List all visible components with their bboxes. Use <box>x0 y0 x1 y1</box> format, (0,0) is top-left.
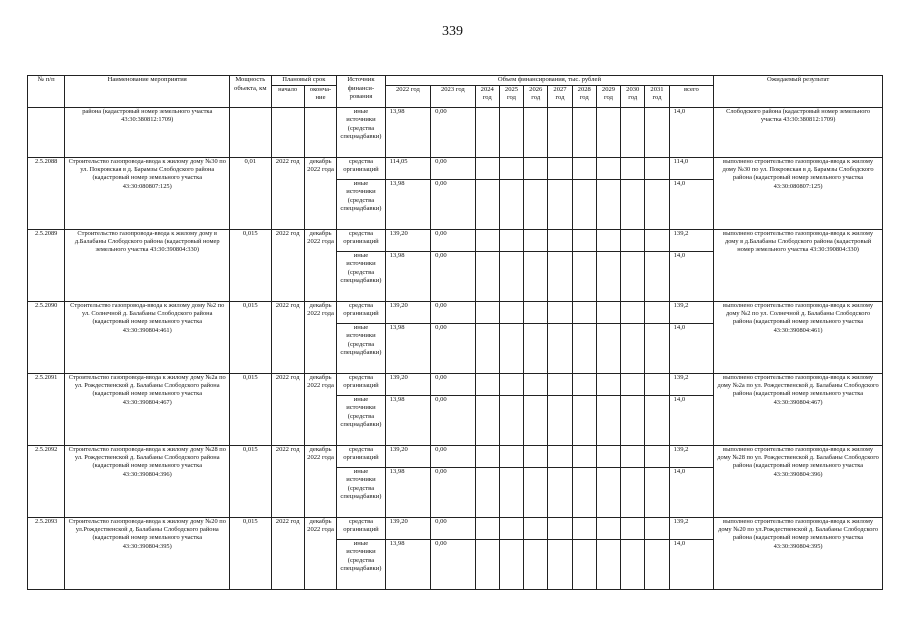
value-2023: 0,00 <box>431 301 475 323</box>
page-number: 339 <box>442 24 463 39</box>
value-empty-year <box>572 373 596 395</box>
value-empty-year <box>645 157 669 179</box>
value-empty-year <box>548 301 572 323</box>
item-number <box>28 107 65 157</box>
value-empty-year <box>499 517 523 539</box>
table-row <box>28 445 883 467</box>
header-year: 2026 год <box>524 85 548 107</box>
table-row <box>28 229 883 251</box>
value-empty-year <box>475 229 499 251</box>
value-empty-year <box>572 157 596 179</box>
value-empty-year <box>475 539 499 589</box>
header-result: Ожидаемый результат <box>714 76 883 108</box>
funding-source: средства организаций <box>337 229 386 251</box>
value-empty-year <box>596 229 620 251</box>
value-empty-year <box>524 301 548 323</box>
value-empty-year <box>524 539 548 589</box>
value-empty-year <box>524 445 548 467</box>
value-empty-year <box>621 251 645 301</box>
value-empty-year <box>645 301 669 323</box>
table-row <box>28 157 883 179</box>
header-year: 2022 год <box>385 85 430 107</box>
value-2023: 0,00 <box>431 107 475 157</box>
value-empty-year <box>596 395 620 445</box>
item-name: Строительство газопровода-ввода к жилому дому №28 по ул. Рождественской д. Балабаны Слободского района (кадастровый номер земельного участка 43:30:390804:396) <box>65 445 230 517</box>
value-empty-year <box>499 251 523 301</box>
value-empty-year <box>499 539 523 589</box>
value-total: 139,2 <box>669 229 714 251</box>
value-empty-year <box>475 157 499 179</box>
value-empty-year <box>524 251 548 301</box>
value-empty-year <box>621 179 645 229</box>
item-start: 2022 год <box>271 373 304 445</box>
value-empty-year <box>524 157 548 179</box>
value-2022: 13,98 <box>385 251 430 301</box>
value-empty-year <box>596 539 620 589</box>
value-empty-year <box>499 301 523 323</box>
value-empty-year <box>621 157 645 179</box>
value-empty-year <box>475 373 499 395</box>
item-name: Строительство газопровода-ввода к жилому дому №2 по ул. Солнечной д. Балабаны Слободского района (кадастровый номер земельного участка 43:30:390804:461) <box>65 301 230 373</box>
value-empty-year <box>475 517 499 539</box>
value-total: 14,0 <box>669 323 714 373</box>
value-empty-year <box>572 539 596 589</box>
value-empty-year <box>645 323 669 373</box>
value-empty-year <box>524 373 548 395</box>
value-empty-year <box>524 323 548 373</box>
value-empty-year <box>572 445 596 467</box>
value-empty-year <box>524 107 548 157</box>
item-start: 2022 год <box>271 157 304 229</box>
value-2022: 139,20 <box>385 445 430 467</box>
expected-result: выполнено строительство газопровода-ввода к жилому дому №2 по ул. Солнечной д. Балабаны Слободского района (кадастровый номер земельного участка 43:30:390804:461) <box>714 301 883 373</box>
value-empty-year <box>499 467 523 517</box>
value-empty-year <box>548 179 572 229</box>
item-number: 2.5.2090 <box>28 301 65 373</box>
expected-result: Слободского района (кадастровый номер земельного участка 43:30:380812:1709) <box>714 107 883 157</box>
value-empty-year <box>548 323 572 373</box>
value-empty-year <box>572 323 596 373</box>
item-start: 2022 год <box>271 445 304 517</box>
item-end <box>304 107 336 157</box>
funding-source: средства организаций <box>337 157 386 179</box>
value-empty-year <box>572 301 596 323</box>
header-power: Мощность объекта, км <box>230 76 271 108</box>
item-end: декабрь 2022 года <box>304 517 336 589</box>
value-empty-year <box>548 467 572 517</box>
table-row <box>28 517 883 539</box>
header-row <box>28 76 883 86</box>
value-empty-year <box>524 467 548 517</box>
header-end: оконча- ние <box>304 85 336 107</box>
value-empty-year <box>645 395 669 445</box>
value-empty-year <box>572 517 596 539</box>
funding-source: средства организаций <box>337 517 386 539</box>
value-2023: 0,00 <box>431 251 475 301</box>
value-empty-year <box>596 179 620 229</box>
value-2022: 114,05 <box>385 157 430 179</box>
item-power: 0,015 <box>230 445 271 517</box>
expected-result: выполнено строительство газопровода-ввода к жилому дому №30 по ул. Покровская в д. Барамзы Слободского района (кадастровый номер земельного участка 43:30:080807:125) <box>714 157 883 229</box>
value-2022: 13,98 <box>385 323 430 373</box>
value-empty-year <box>499 157 523 179</box>
value-total: 139,2 <box>669 301 714 323</box>
value-empty-year <box>548 229 572 251</box>
value-empty-year <box>572 179 596 229</box>
value-2023: 0,00 <box>431 395 475 445</box>
value-empty-year <box>645 467 669 517</box>
value-empty-year <box>621 107 645 157</box>
value-total: 139,2 <box>669 445 714 467</box>
header-term: Плановый срок <box>271 76 337 86</box>
value-empty-year <box>645 251 669 301</box>
item-start: 2022 год <box>271 301 304 373</box>
item-name: Строительство газопровода-ввода к жилому дому №30 по ул. Покровская в д. Барамзы Слободского района (кадастровый номер земельного участка 43:30:080807:125) <box>65 157 230 229</box>
value-empty-year <box>475 467 499 517</box>
value-empty-year <box>645 373 669 395</box>
value-empty-year <box>475 179 499 229</box>
item-name: Строительство газопровода-ввода к жилому дому №20 по ул.Рождественской д. Балабаны Слободского района (кадастровый номер земельного участка 43:30:390804:395) <box>65 517 230 589</box>
value-empty-year <box>596 157 620 179</box>
value-empty-year <box>548 395 572 445</box>
expected-result: выполнено строительство газопровода-ввода к жилому дому №20 по ул.Рождественской д. Балабаны Слободского района (кадастровый номер земельного участка 43:30:390804:395) <box>714 517 883 589</box>
item-power: 0,015 <box>230 373 271 445</box>
value-empty-year <box>596 517 620 539</box>
value-empty-year <box>596 467 620 517</box>
value-total: 14,0 <box>669 467 714 517</box>
value-empty-year <box>499 395 523 445</box>
value-2022: 139,20 <box>385 373 430 395</box>
value-empty-year <box>548 107 572 157</box>
header-year-total: всего <box>669 85 714 107</box>
item-power <box>230 107 271 157</box>
value-empty-year <box>548 157 572 179</box>
value-empty-year <box>524 179 548 229</box>
item-number: 2.5.2088 <box>28 157 65 229</box>
item-number: 2.5.2089 <box>28 229 65 301</box>
value-empty-year <box>596 323 620 373</box>
value-total: 14,0 <box>669 179 714 229</box>
value-empty-year <box>499 107 523 157</box>
value-total: 139,2 <box>669 517 714 539</box>
value-2022: 13,98 <box>385 467 430 517</box>
funding-source: иные источники (средства спецнадбавки) <box>337 179 386 229</box>
funding-source: средства организаций <box>337 373 386 395</box>
value-empty-year <box>572 467 596 517</box>
value-2022: 139,20 <box>385 301 430 323</box>
value-empty-year <box>548 517 572 539</box>
header-volume: Объем финансирования, тыс. рублей <box>385 76 713 86</box>
funding-source: иные источники (средства спецнадбавки) <box>337 467 386 517</box>
value-empty-year <box>572 251 596 301</box>
expected-result: выполнено строительство газопровода-ввода к жилому дому №2а по ул. Рождественской д. Балабаны Слободского района (кадастровый номер земельного участка 43:30:390804:467) <box>714 373 883 445</box>
value-empty-year <box>621 395 645 445</box>
value-empty-year <box>621 517 645 539</box>
value-empty-year <box>524 395 548 445</box>
value-empty-year <box>621 373 645 395</box>
value-empty-year <box>621 301 645 323</box>
item-power: 0,01 <box>230 157 271 229</box>
table-row <box>28 373 883 395</box>
item-name: Строительство газопровода-ввода к жилому дому в д.Балабаны Слободского района (кадастровый номер земельного участка 43:30:390804:330) <box>65 229 230 301</box>
value-empty-year <box>645 229 669 251</box>
value-empty-year <box>475 301 499 323</box>
funding-source: иные источники (средства спецнадбавки) <box>337 323 386 373</box>
table-row <box>28 107 883 157</box>
expected-result: выполнено строительство газопровода-ввода к жилому дому №28 по ул. Рождественской д. Балабаны Слободского района (кадастровый номер земельного участка 43:30:390804:396) <box>714 445 883 517</box>
value-2022: 13,98 <box>385 107 430 157</box>
header-start: начало <box>271 85 304 107</box>
header-year: 2024 год <box>475 85 499 107</box>
item-power: 0,015 <box>230 517 271 589</box>
value-2023: 0,00 <box>431 229 475 251</box>
value-empty-year <box>548 251 572 301</box>
item-power: 0,015 <box>230 301 271 373</box>
value-2022: 13,98 <box>385 395 430 445</box>
item-start: 2022 год <box>271 517 304 589</box>
value-empty-year <box>572 395 596 445</box>
value-empty-year <box>596 445 620 467</box>
value-empty-year <box>475 323 499 373</box>
funding-source: иные источники (средства спецнадбавки) <box>337 395 386 445</box>
header-name: Наименование мероприятия <box>65 76 230 108</box>
value-empty-year <box>499 229 523 251</box>
value-2023: 0,00 <box>431 157 475 179</box>
header-year: 2025 год <box>499 85 523 107</box>
header-year: 2031 год <box>645 85 669 107</box>
value-empty-year <box>645 539 669 589</box>
header-year: 2029 год <box>596 85 620 107</box>
value-2022: 13,98 <box>385 539 430 589</box>
value-empty-year <box>621 539 645 589</box>
value-2022: 139,20 <box>385 517 430 539</box>
header-year: 2030 год <box>621 85 645 107</box>
header-num: № п/п <box>28 76 65 108</box>
funding-source: средства организаций <box>337 445 386 467</box>
value-empty-year <box>596 251 620 301</box>
header-source: Источник финанси- рования <box>337 76 386 108</box>
value-2023: 0,00 <box>431 539 475 589</box>
value-empty-year <box>572 107 596 157</box>
value-total: 139,2 <box>669 373 714 395</box>
value-empty-year <box>645 107 669 157</box>
value-empty-year <box>621 229 645 251</box>
value-empty-year <box>548 373 572 395</box>
value-empty-year <box>499 373 523 395</box>
value-empty-year <box>524 517 548 539</box>
value-empty-year <box>596 301 620 323</box>
funding-source: средства организаций <box>337 301 386 323</box>
value-empty-year <box>645 517 669 539</box>
value-empty-year <box>548 445 572 467</box>
value-total: 14,0 <box>669 251 714 301</box>
value-empty-year <box>475 395 499 445</box>
value-empty-year <box>645 179 669 229</box>
value-total: 14,0 <box>669 107 714 157</box>
value-empty-year <box>524 229 548 251</box>
funding-source: иные источники (средства спецнадбавки) <box>337 251 386 301</box>
item-end: декабрь 2022 года <box>304 445 336 517</box>
funding-source: иные источники (средства спецнадбавки) <box>337 539 386 589</box>
header-year: 2027 год <box>548 85 572 107</box>
item-end: декабрь 2022 года <box>304 373 336 445</box>
value-empty-year <box>596 107 620 157</box>
value-empty-year <box>499 445 523 467</box>
value-empty-year <box>621 323 645 373</box>
value-2023: 0,00 <box>431 517 475 539</box>
value-2022: 139,20 <box>385 229 430 251</box>
value-total: 14,0 <box>669 395 714 445</box>
header-year: 2028 год <box>572 85 596 107</box>
item-power: 0,015 <box>230 229 271 301</box>
value-2022: 13,98 <box>385 179 430 229</box>
value-empty-year <box>475 107 499 157</box>
value-empty-year <box>596 373 620 395</box>
item-name: района (кадастровый номер земельного участка 43:30:380812:1709) <box>65 107 230 157</box>
value-empty-year <box>548 539 572 589</box>
expected-result: выполнено строительство газопровода-ввода к жилому дому в д.Балабаны Слободского района (кадастровый номер земельного участка 43:30:390804:330) <box>714 229 883 301</box>
item-name: Строительство газопровода-ввода к жилому дому №2а по ул. Рождественской д. Балабаны Слободского района (кадастровый номер земельного участка 43:30:390804:467) <box>65 373 230 445</box>
item-start <box>271 107 304 157</box>
value-empty-year <box>645 445 669 467</box>
item-number: 2.5.2093 <box>28 517 65 589</box>
item-end: декабрь 2022 года <box>304 157 336 229</box>
value-empty-year <box>572 229 596 251</box>
financing-table <box>27 75 883 590</box>
value-2023: 0,00 <box>431 373 475 395</box>
value-empty-year <box>621 467 645 517</box>
item-start: 2022 год <box>271 229 304 301</box>
value-2023: 0,00 <box>431 445 475 467</box>
value-2023: 0,00 <box>431 323 475 373</box>
value-empty-year <box>621 445 645 467</box>
value-empty-year <box>499 179 523 229</box>
item-number: 2.5.2091 <box>28 373 65 445</box>
header-year: 2023 год <box>431 85 475 107</box>
value-total: 114,0 <box>669 157 714 179</box>
value-2023: 0,00 <box>431 179 475 229</box>
value-empty-year <box>475 445 499 467</box>
item-end: декабрь 2022 года <box>304 301 336 373</box>
value-empty-year <box>475 251 499 301</box>
table-row <box>28 301 883 323</box>
value-2023: 0,00 <box>431 467 475 517</box>
funding-source: иные источники (средства спецнадбавки) <box>337 107 386 157</box>
item-number: 2.5.2092 <box>28 445 65 517</box>
item-end: декабрь 2022 года <box>304 229 336 301</box>
value-total: 14,0 <box>669 539 714 589</box>
value-empty-year <box>499 323 523 373</box>
